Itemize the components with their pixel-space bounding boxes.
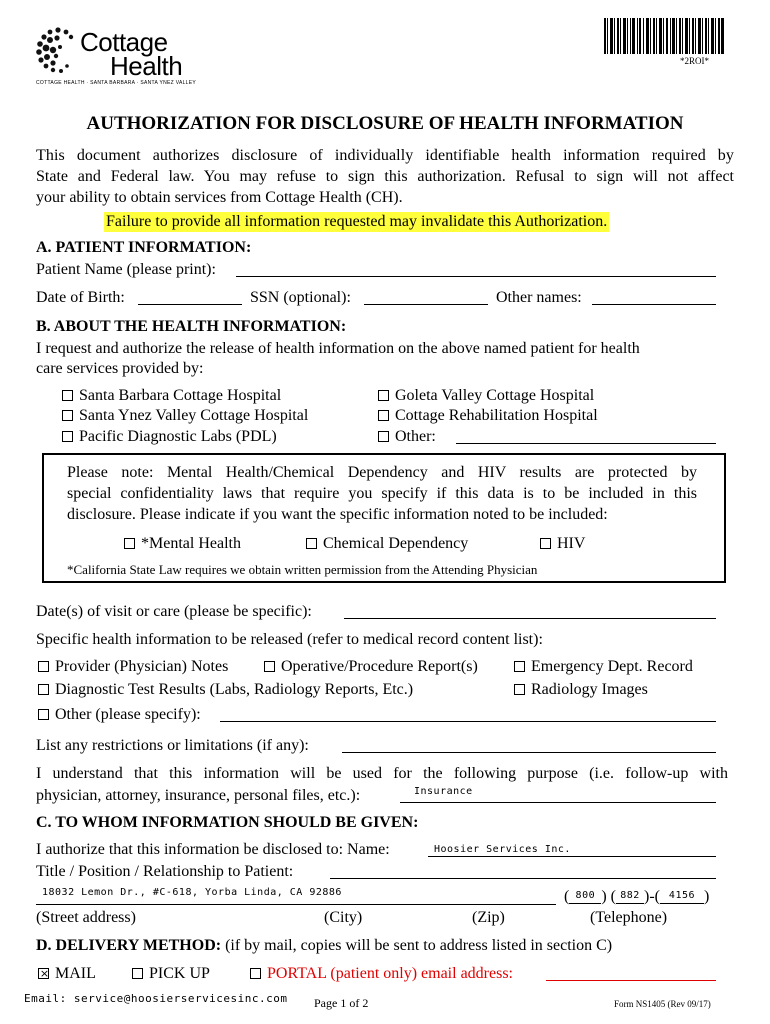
delivery-pickup[interactable] xyxy=(132,964,210,984)
warning-highlight: Failure to provide all information requested may invalidate this Authorization. xyxy=(106,213,608,230)
provider-pdl-label: Pacific Diagnostic Labs (PDL) xyxy=(79,428,277,445)
option-hiv[interactable] xyxy=(540,534,585,554)
provider-syvch[interactable] xyxy=(62,406,308,426)
provider-crh[interactable] xyxy=(378,406,598,426)
portal-email-field[interactable] xyxy=(546,966,716,981)
option-chemical-label: Chemical Dependency xyxy=(323,535,469,552)
provider-gvch[interactable] xyxy=(378,386,594,406)
record-emergency[interactable] xyxy=(514,657,693,677)
cottage-logo-icon xyxy=(36,26,80,74)
cottage-health-logo xyxy=(36,24,196,88)
option-mental-health-label: *Mental Health xyxy=(141,535,241,552)
option-chemical-dependency[interactable] xyxy=(306,534,468,554)
checkbox-sbch[interactable] xyxy=(62,390,73,401)
recipient-title-label: Title / Position / Relationship to Patient: xyxy=(36,863,294,880)
patient-name-label: Patient Name (please print): xyxy=(36,261,216,278)
section-a-heading: A. PATIENT INFORMATION: xyxy=(36,239,252,256)
specific-info-label: Specific health information to be released (refer to medical record content list): xyxy=(36,631,543,648)
dob-label: Date of Birth: xyxy=(36,289,125,306)
delivery-pickup-label: PICK UP xyxy=(149,965,210,982)
phone-line-value: 4156 xyxy=(668,890,696,901)
delivery-mail[interactable] xyxy=(38,964,96,984)
record-radiology[interactable] xyxy=(514,680,648,700)
record-provider-notes[interactable] xyxy=(38,657,228,677)
city-caption: (City) xyxy=(324,909,363,926)
provider-sbch[interactable] xyxy=(62,386,281,406)
record-other[interactable] xyxy=(38,705,201,725)
checkbox-hiv[interactable] xyxy=(540,538,551,549)
record-emergency-label: Emergency Dept. Record xyxy=(531,658,693,675)
note-line-1: Please note: Mental Health/Chemical Dependency and HIV results are protected by xyxy=(67,464,697,481)
recipient-name-value: Hoosier Services Inc. xyxy=(434,844,571,855)
provider-crh-label: Cottage Rehabilitation Hospital xyxy=(395,407,598,424)
ssn-field[interactable] xyxy=(364,290,488,305)
checkbox-pdl[interactable] xyxy=(62,431,73,442)
checkbox-record-other[interactable] xyxy=(38,709,49,720)
address-value: 18032 Lemon Dr., #C-618, Yorba Linda, CA 92886 xyxy=(42,887,342,898)
record-radiology-label: Radiology Images xyxy=(531,681,648,698)
recipient-title-field[interactable] xyxy=(330,864,716,879)
request-line-1: I request and authorize the release of health information on the above named patient for health xyxy=(36,340,640,357)
intro-line-3: your ability to obtain services from Cottage Health (CH). xyxy=(36,189,403,206)
option-mental-health[interactable] xyxy=(124,534,241,554)
record-other-label: Other (please specify): xyxy=(55,706,201,723)
record-operative-label: Operative/Procedure Report(s) xyxy=(281,658,478,675)
delivery-mail-label: MAIL xyxy=(55,965,96,982)
other-names-label: Other names: xyxy=(496,289,582,306)
checkbox-radiology[interactable] xyxy=(514,684,525,695)
phone-area-value: 800 xyxy=(575,890,596,901)
provider-gvch-label: Goleta Valley Cottage Hospital xyxy=(395,387,595,404)
document-title: AUTHORIZATION FOR DISCLOSURE OF HEALTH INFORMATION xyxy=(86,113,684,134)
zip-caption: (Zip) xyxy=(472,909,505,926)
intro-line-1: This document authorizes disclosure of individually identifiable health information required by xyxy=(36,147,734,164)
option-hiv-label: HIV xyxy=(557,535,586,552)
checkbox-operative[interactable] xyxy=(264,661,275,672)
phone-close-paren: ) ( xyxy=(601,888,616,905)
logo-name-cottage: Cottage xyxy=(80,27,168,57)
checkbox-provider-other[interactable] xyxy=(378,431,389,442)
note-line-2: special confidentiality laws that require you specify if this data is to be included in this xyxy=(67,485,697,502)
other-names-field[interactable] xyxy=(592,290,716,305)
dates-label: Date(s) of visit or care (please be specific): xyxy=(36,603,312,620)
intro-line-2: State and Federal law. You may refuse to sign this authorization. Refusal to sign will not affect xyxy=(36,168,734,185)
phone-area-field[interactable] xyxy=(569,887,601,904)
provider-syvch-label: Santa Ynez Valley Cottage Hospital xyxy=(79,407,309,424)
record-diagnostic-label: Diagnostic Test Results (Labs, Radiology Reports, Etc.) xyxy=(55,681,414,698)
note-footnote: *California State Law requires we obtain written permission from the Attending Physician xyxy=(67,562,538,577)
request-line-2: care services provided by: xyxy=(36,360,204,377)
phone-prefix-field[interactable] xyxy=(616,887,644,904)
record-operative[interactable] xyxy=(264,657,478,677)
checkbox-diagnostic[interactable] xyxy=(38,684,49,695)
delivery-portal[interactable] xyxy=(250,964,513,984)
phone-dash: )-( xyxy=(643,888,660,905)
delivery-portal-label: PORTAL (patient only) email address: xyxy=(267,965,513,982)
section-d-heading: D. DELIVERY METHOD: xyxy=(36,937,222,954)
dates-field[interactable] xyxy=(344,604,716,619)
purpose-line-1: I understand that this information will be used for the following purpose (i.e. follow-up with xyxy=(36,765,728,782)
patient-name-field[interactable] xyxy=(236,262,716,277)
ssn-label: SSN (optional): xyxy=(250,289,351,306)
checkbox-mental-health[interactable] xyxy=(124,538,135,549)
barcode-image xyxy=(604,18,724,54)
provider-other[interactable] xyxy=(378,427,436,447)
checkbox-portal[interactable] xyxy=(250,968,261,979)
checkbox-chemical-dependency[interactable] xyxy=(306,538,317,549)
record-diagnostic[interactable] xyxy=(38,680,413,700)
section-d-note: (if by mail, copies will be sent to address listed in section C) xyxy=(225,937,613,954)
provider-other-label: Other: xyxy=(395,428,436,445)
section-c-heading: C. TO WHOM INFORMATION SHOULD BE GIVEN: xyxy=(36,814,419,831)
provider-other-field[interactable] xyxy=(456,429,716,444)
checkbox-crh[interactable] xyxy=(378,410,389,421)
section-d-heading-row xyxy=(36,936,612,956)
checkbox-provider-notes[interactable] xyxy=(38,661,49,672)
phone-prefix-value: 882 xyxy=(620,890,640,901)
phone-end-paren: ) xyxy=(703,888,710,905)
note-line-3: disclosure. Please indicate if you want the specific information noted to be included: xyxy=(67,506,608,523)
provider-pdl[interactable] xyxy=(62,427,277,447)
restrictions-field[interactable] xyxy=(342,738,716,753)
record-provider-notes-label: Provider (Physician) Notes xyxy=(55,658,229,675)
provider-sbch-label: Santa Barbara Cottage Hospital xyxy=(79,387,282,404)
checkbox-mail[interactable] xyxy=(38,968,49,979)
checkbox-gvch[interactable] xyxy=(378,390,389,401)
checkbox-mail-mark: × xyxy=(39,967,50,980)
dob-field[interactable] xyxy=(138,290,242,305)
record-other-field[interactable] xyxy=(220,707,716,722)
telephone-caption: (Telephone) xyxy=(590,909,668,926)
checkbox-pickup[interactable] xyxy=(132,968,143,979)
footer-email: Email: service@hoosierservicesinc.com xyxy=(24,992,288,1005)
barcode-code: *2ROI* xyxy=(680,56,709,66)
checkbox-emergency[interactable] xyxy=(514,661,525,672)
purpose-value: Insurance xyxy=(414,786,473,797)
logo-tagline: COTTAGE HEALTH · SANTA BARBARA · SANTA YNEZ VALLEY xyxy=(36,80,197,86)
checkbox-syvch[interactable] xyxy=(62,410,73,421)
logo-name-health: Health xyxy=(110,51,183,81)
section-b-heading: B. ABOUT THE HEALTH INFORMATION: xyxy=(36,318,347,335)
telephone-field[interactable] xyxy=(564,887,709,907)
phone-open-paren: ( xyxy=(564,888,570,905)
restrictions-label: List any restrictions or limitations (if any): xyxy=(36,737,309,754)
phone-line-field[interactable] xyxy=(660,887,704,904)
purpose-line-2: physician, attorney, insurance, personal files, etc.): xyxy=(36,787,361,804)
form-number: Form NS1405 (Rev 09/17) xyxy=(614,999,711,1009)
recipient-name-label: I authorize that this information be disclosed to: Name: xyxy=(36,841,390,858)
page-number: Page 1 of 2 xyxy=(314,996,369,1010)
street-address-caption: (Street address) xyxy=(36,909,136,926)
